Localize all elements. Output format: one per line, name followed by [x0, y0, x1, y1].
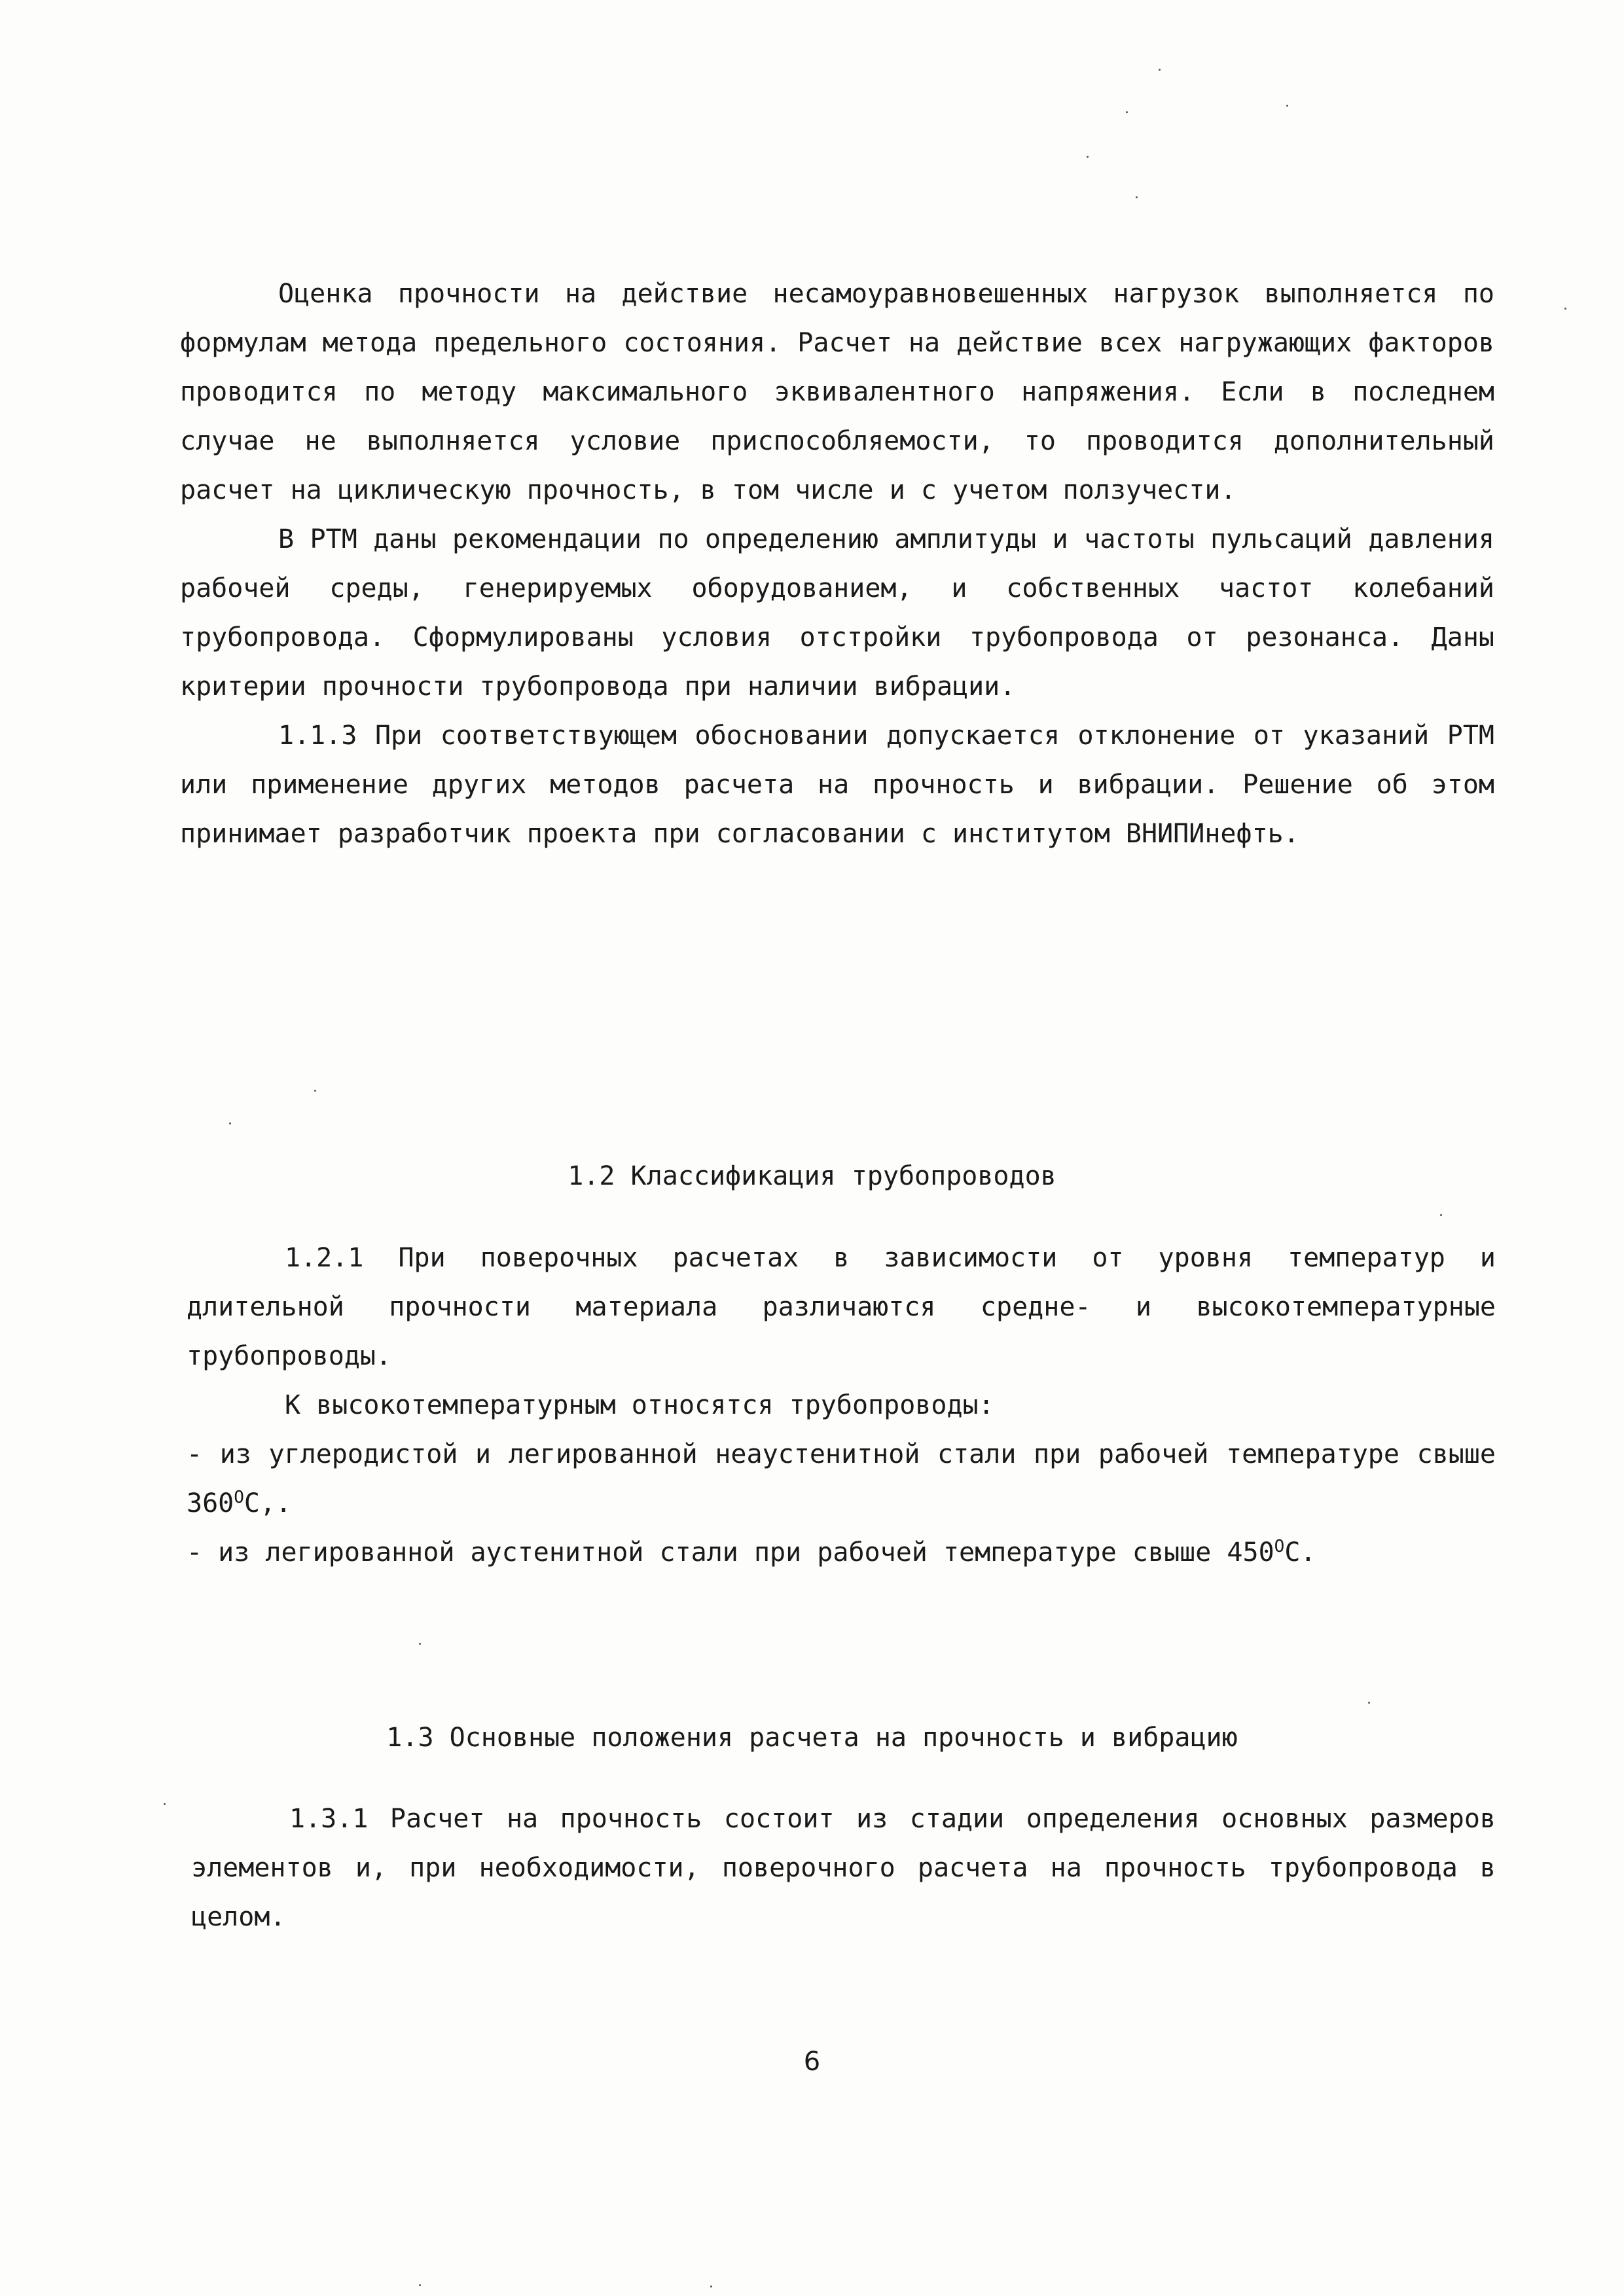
paragraph-1-3-1: 1.3.1 Расчет на прочность состоит из стадии определения основных размеров элементов и, при необходимости, поверочного расчета на прочность трубопровода в целом. — [191, 1804, 1496, 1932]
scan-speck — [1136, 196, 1138, 198]
paragraph-rtm-recommendations: В РТМ даны рекомендации по определению амплитуды и частоты пульсаций давления рабочей среды, генерируемых оборудованием, и собственных частот колебаний трубопровода. Сформулированы условия отстройки трубопровода от резонанса. Даны критерии прочности трубопровода при наличии вибрации. — [180, 524, 1494, 702]
scan-speck — [314, 1090, 316, 1092]
section-1-1-text — [180, 270, 1494, 859]
list-item-carbon-steel: - из углеродистой и легированной неаустенитной стали при рабочей температуре свыше $360^ОС$,. — [187, 1439, 1496, 1518]
scan-speck — [1440, 1214, 1442, 1216]
heading-1-2: 1.2 Классификация трубопроводов — [568, 1161, 1056, 1191]
scan-speck — [229, 1122, 231, 1124]
page-number: 6 — [803, 2047, 821, 2077]
scan-speck — [1286, 105, 1288, 107]
scan-speck — [164, 1803, 166, 1805]
section-1-2-text — [187, 1234, 1496, 1577]
list-item-austenitic-steel: - из легированной аустенитной стали при рабочей температуре свыше $450^ОС$. — [187, 1537, 1316, 1568]
paragraph-1-1-3: 1.1.3 При соответствующем обосновании допускается отклонение от указаний РТМ или применение других методов расчета на прочность и вибрации. Решение об этом принимает разработчик проекта при согласовании с институтом ВНИПИнефть. — [180, 721, 1494, 849]
paragraph-strength-assessment: Оценка прочности на действие несамоуравновешенных нагрузок выполняется по формулам метода предельного состояния. Расчет на действие всех нагружающих факторов проводится по методу максимального эквивалентного напряжения. Если в последнем случае не выполняется условие приспособляемости, то проводится дополнительный расчет на циклическую прочность, в том числе и с учетом ползучести. — [180, 279, 1494, 505]
paragraph-1-2-1: 1.2.1 При поверочных расчетах в зависимости от уровня температур и длительной прочности материала различаются средне- и высокотемпературные трубопроводы. — [187, 1243, 1496, 1371]
scan-speck — [419, 2284, 421, 2286]
scan-speck — [1126, 111, 1128, 113]
scan-speck — [1368, 1702, 1370, 1704]
scan-speck — [1564, 308, 1566, 310]
scan-speck — [419, 1643, 421, 1645]
heading-1-3: 1.3 Основные положения расчета на прочность и вибрацию — [386, 1723, 1238, 1753]
scan-speck — [710, 2286, 712, 2287]
scan-speck — [1159, 69, 1161, 71]
scan-speck — [1087, 156, 1089, 158]
paragraph-high-temperature-intro: К высокотемпературным относятся трубопроводы: — [285, 1390, 994, 1420]
section-1-3-text — [191, 1795, 1496, 1942]
